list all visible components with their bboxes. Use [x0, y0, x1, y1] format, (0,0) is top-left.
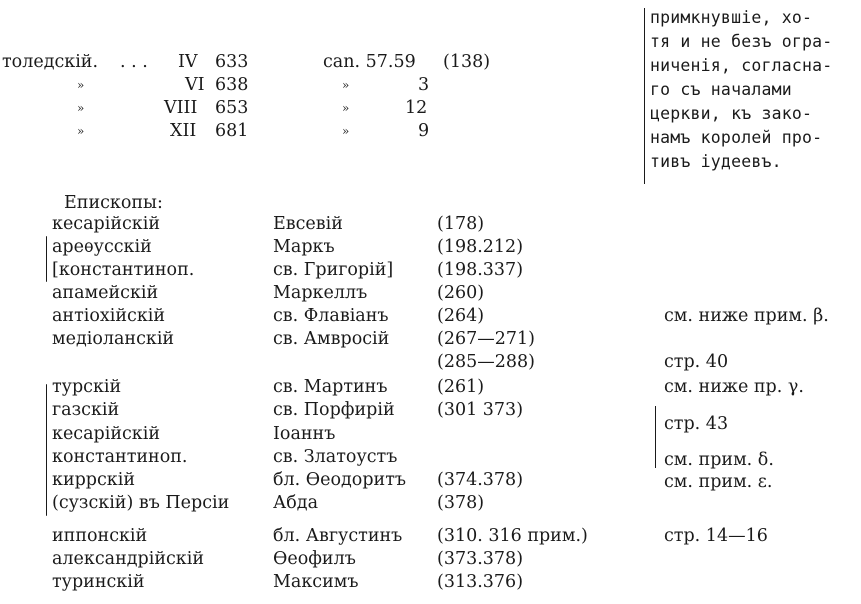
council-ditto: »: [77, 101, 85, 115]
side-note-line: тя и не безъ огра-: [650, 32, 833, 51]
bishop-note: см. ниже прим. β.: [664, 306, 829, 326]
bishop-see: александрійскій: [52, 549, 204, 569]
council-canons: can. 57.59: [323, 52, 416, 72]
council-ref: 3: [418, 75, 430, 95]
bishop-see: апамейскій: [52, 283, 159, 303]
bishop-note: стр. 43: [664, 414, 729, 434]
bishop-ref: (313.376): [437, 572, 524, 592]
council-ditto: »: [77, 124, 85, 138]
council-dots: . . .: [120, 52, 148, 72]
bishop-name: бл. Ѳеодоритъ: [273, 470, 407, 490]
bishop-see: антіохійскій: [52, 306, 166, 326]
bishop-name: св. Порфирій: [273, 400, 395, 420]
bishop-see: кесарійскій: [52, 424, 160, 444]
council-year: 638: [215, 75, 249, 95]
bishop-ref: (178): [437, 214, 485, 234]
bishop-name: бл. Августинъ: [273, 526, 403, 546]
bishop-ref: (260): [437, 283, 485, 303]
council-ditto: »: [342, 124, 350, 138]
bishop-see: [константиноп.: [52, 260, 195, 280]
side-note-line: намъ королей про-: [650, 128, 823, 147]
council-number: IV: [178, 52, 198, 72]
bishop-name: Ѳеофилъ: [273, 549, 356, 569]
council-number: VI: [185, 75, 205, 95]
bishop-see: (сузскій) въ Персіи: [52, 493, 230, 513]
side-note-brace: [644, 8, 645, 184]
council-number: VIII: [164, 98, 198, 118]
bishop-see: газскій: [52, 400, 120, 420]
bishop-ref: (378): [437, 493, 485, 513]
bishop-name: Маркъ: [273, 237, 335, 257]
council-ref: 9: [418, 121, 430, 141]
notes-brace: [655, 406, 656, 468]
bishop-ref: (310. 316 прим.): [437, 526, 588, 546]
bishops-heading: Епископы:: [64, 193, 163, 213]
bishop-ref: (301 373): [437, 400, 524, 420]
council-name: толедскій.: [2, 52, 99, 72]
bishop-note: см. прим. δ.: [664, 450, 774, 470]
bishop-see: иппонскій: [52, 526, 148, 546]
side-note-line: ниченія, согласна-: [650, 56, 833, 75]
council-year: 633: [215, 52, 249, 72]
council-number: XII: [170, 121, 197, 141]
bishop-see: ареѳусскій: [52, 237, 152, 257]
side-note-line: тивъ іудеевъ.: [650, 152, 782, 171]
bishop-see: киррскій: [52, 470, 136, 490]
bishop-see: кесарійскій: [52, 214, 160, 234]
group-brace: [46, 384, 47, 516]
bishop-note: см. ниже пр. γ.: [664, 377, 804, 397]
group-brace: [46, 236, 47, 282]
bishop-name: Максимъ: [273, 572, 359, 592]
bishop-name: св. Златоустъ: [273, 447, 398, 467]
bishop-see: константиноп.: [52, 447, 188, 467]
council-ditto: »: [342, 78, 350, 92]
side-note-line: церкви, къ зако-: [650, 104, 813, 123]
bishop-ref: (374.378): [437, 470, 524, 490]
bishop-name: Абда: [273, 493, 318, 513]
council-ditto: »: [77, 78, 85, 92]
council-ditto: »: [342, 101, 350, 115]
council-ref: 12: [405, 98, 428, 118]
bishop-see: туринскій: [52, 572, 145, 592]
bishop-name: св. Григорій]: [273, 260, 394, 280]
bishop-ref: (261): [437, 377, 485, 397]
bishop-ref: (264): [437, 306, 485, 326]
council-year: 653: [215, 98, 249, 118]
side-note-line: го съ началами: [650, 80, 792, 99]
bishop-name: св. Мартинъ: [273, 377, 388, 397]
bishop-name: Маркеллъ: [273, 283, 368, 303]
bishop-note: стр. 14—16: [664, 526, 768, 546]
bishop-ref: (198.337): [437, 260, 524, 280]
bishop-ref: (198.212): [437, 237, 524, 257]
bishop-see: медіоланскій: [52, 329, 175, 349]
council-ref: (138): [443, 52, 491, 72]
bishop-ref: (373.378): [437, 549, 524, 569]
side-note-line: примкнувшіе, хо-: [650, 8, 813, 27]
bishop-name: Іоаннъ: [273, 424, 336, 444]
bishop-note: стр. 40: [664, 352, 729, 372]
bishop-see: турскій: [52, 377, 122, 397]
bishop-name: св. Флавіанъ: [273, 306, 389, 326]
bishop-name: св. Амвросій: [273, 329, 390, 349]
bishop-note: см. прим. ε.: [664, 472, 773, 492]
bishop-name: Евсевій: [273, 214, 343, 234]
bishop-ref: (285—288): [437, 352, 535, 372]
council-year: 681: [215, 121, 249, 141]
bishop-ref: (267—271): [437, 329, 535, 349]
